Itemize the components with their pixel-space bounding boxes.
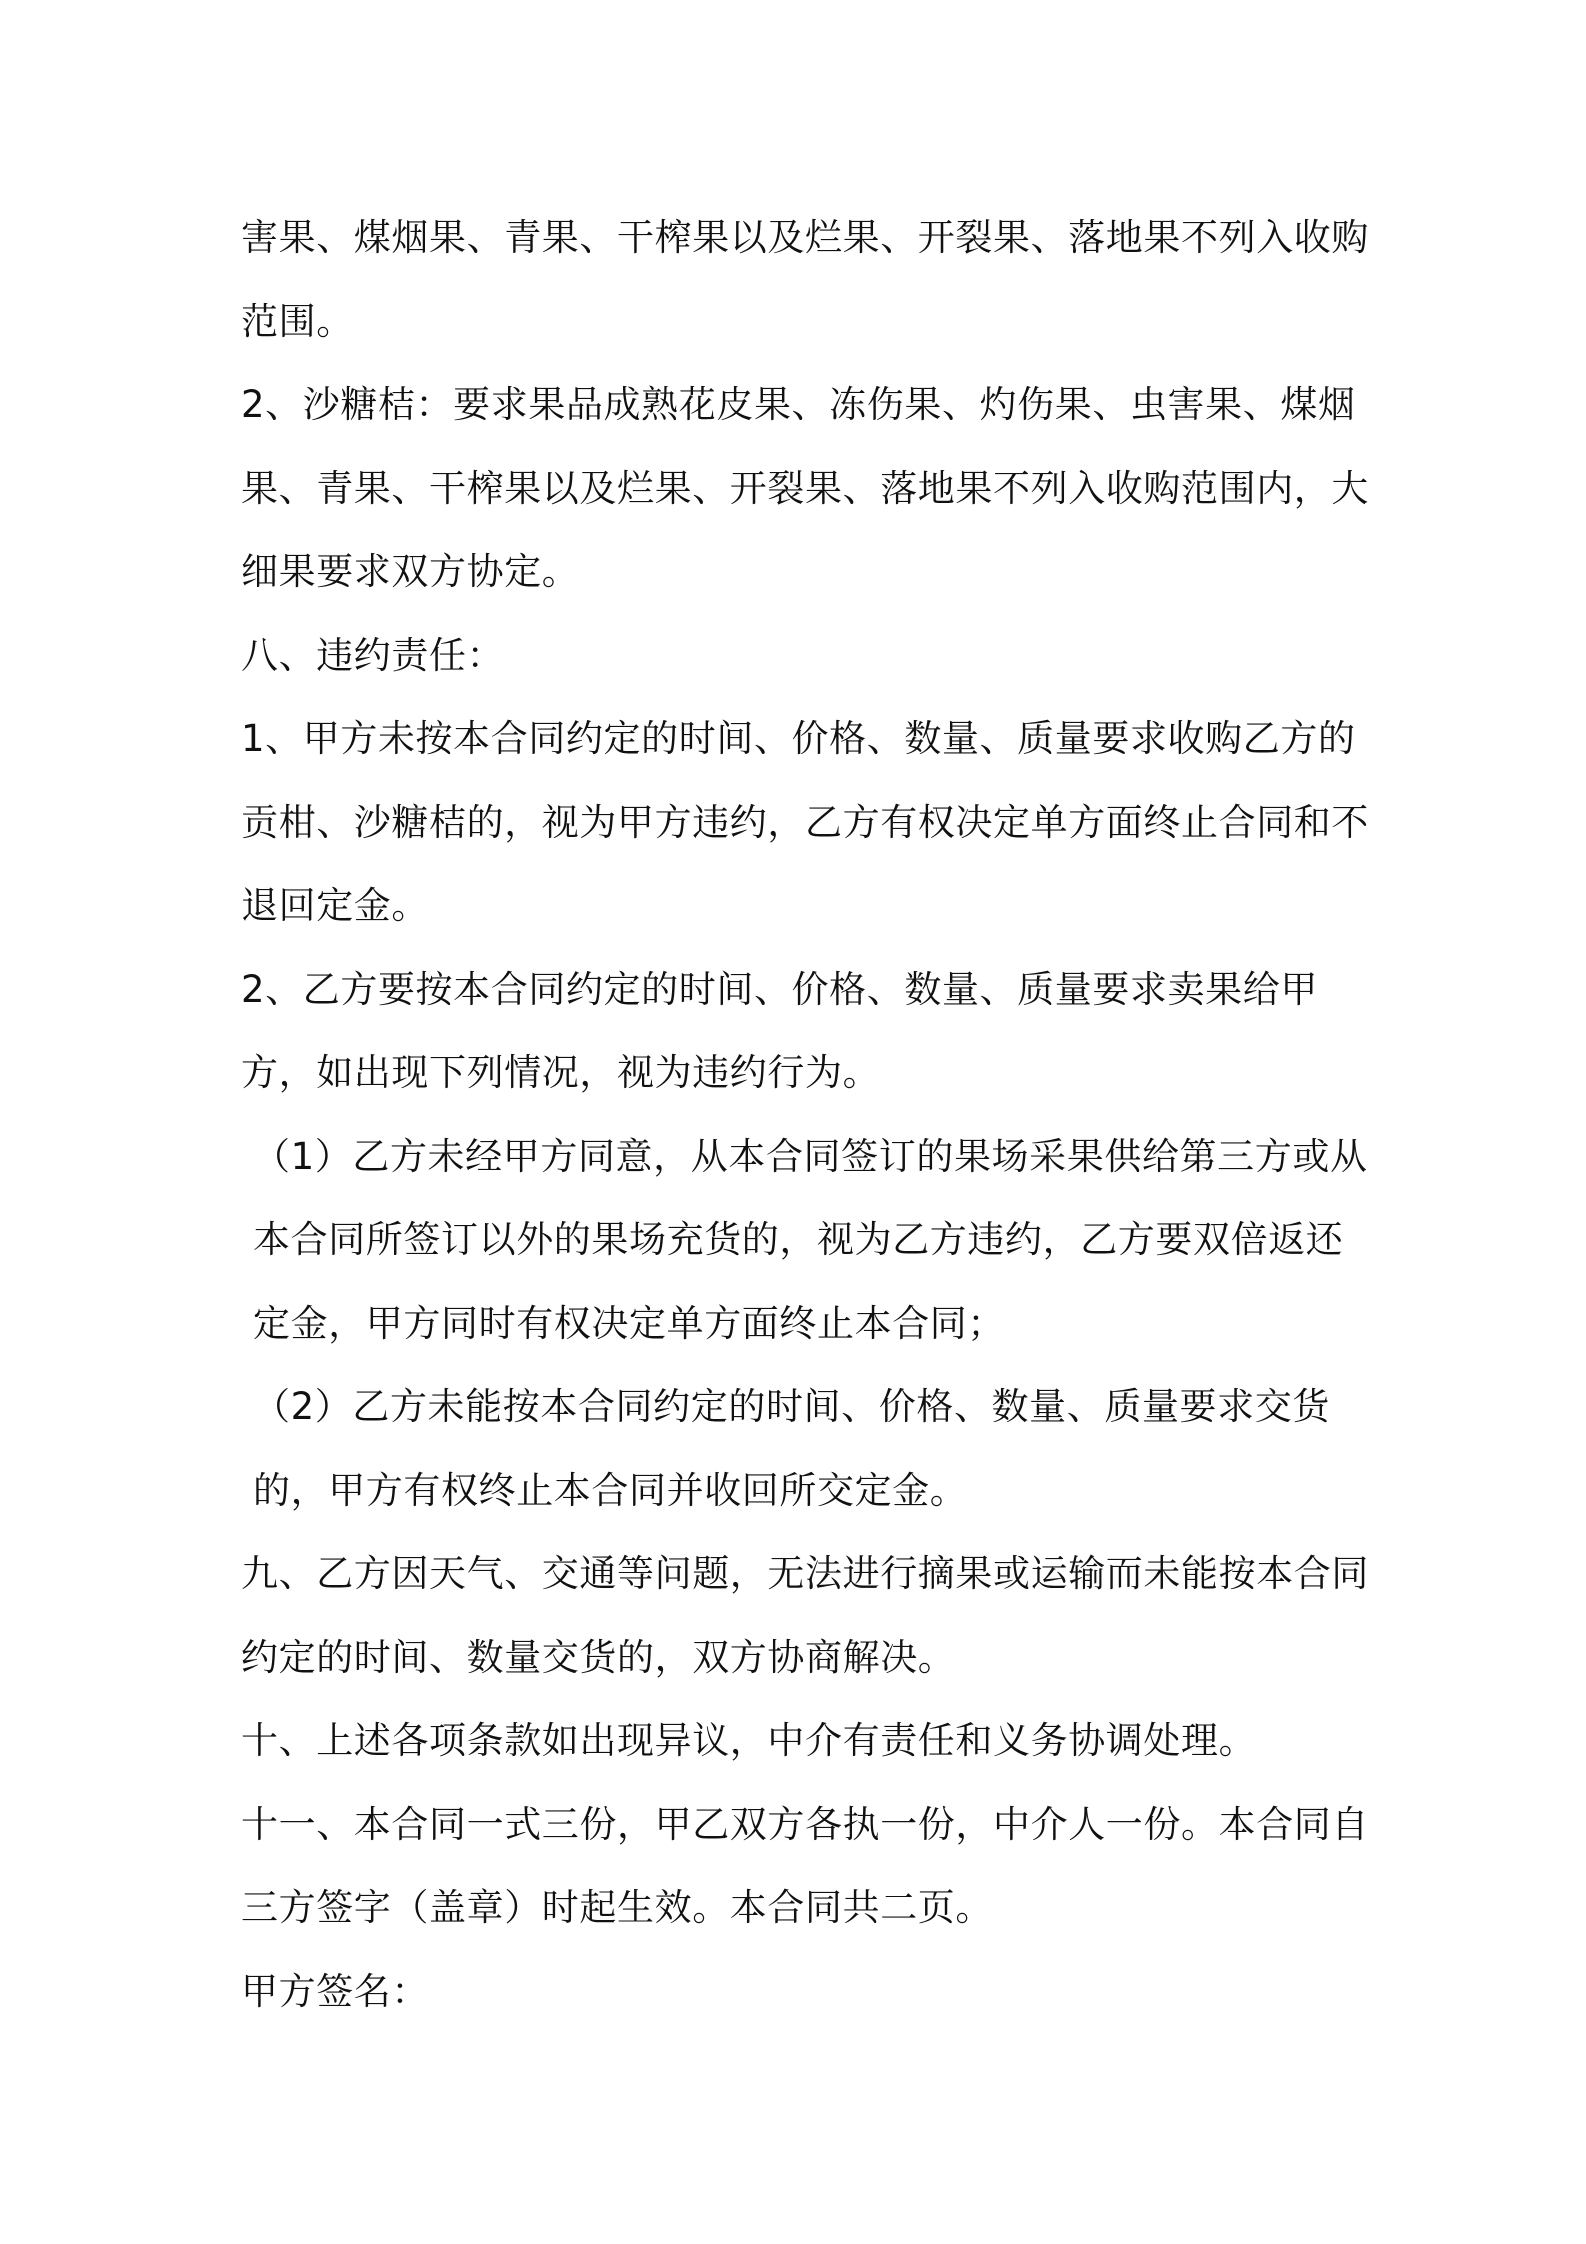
clause-party-b-obligations: 2、乙方要按本合同约定的时间、价格、数量、质量要求卖果给甲方，如出现下列情况，视为违约行为。: [241, 967, 1318, 1094]
clause-force-majeure: 九、乙方因天气、交通等问题，无法进行摘果或运输而未能按本合同约定的时间、数量交货的，双方协商解决。: [241, 1552, 1369, 1679]
clause-fruit-grade-continuation: 害果、煤烟果、青果、干榨果以及烂果、开裂果、落地果不列入收购范围。: [241, 216, 1369, 343]
clause-party-b-breach-1: （1）乙方未经甲方同意，从本合同签订的果场采果供给第三方或从本合同所签订以外的果场充货的，视为乙方违约，乙方要双倍返还定金，甲方同时有权决定单方面终止本合同；: [253, 1134, 1368, 1345]
clause-dispute-mediation: 十、上述各项条款如出现异议，中介有责任和义务协调处理。: [241, 1719, 1257, 1762]
party-a-signature-label: 甲方签名：: [241, 1969, 429, 2013]
contract-body: [241, 196, 1371, 2033]
clause-shatangju-requirements: 2、沙糖桔：要求果品成熟花皮果、冻伤果、灼伤果、虫害果、煤烟果、青果、干榨果以及烂果、开裂果、落地果不列入收购范围内，大细果要求双方协定。: [241, 383, 1369, 593]
clause-copies-effectiveness: 十一、本合同一式三份，甲乙双方各执一份，中介人一份。本合同自三方签字（盖章）时起生效。本合同共二页。: [241, 1802, 1369, 1929]
clause-party-b-breach-2: （2）乙方未能按本合同约定的时间、价格、数量、质量要求交货的，甲方有权终止本合同并收回所交定金。: [253, 1385, 1330, 1512]
clause-party-a-breach: 1、甲方未按本合同约定的时间、价格、数量、质量要求收购乙方的贡柑、沙糖桔的，视为甲方违约，乙方有权决定单方面终止合同和不退回定金。: [241, 717, 1369, 927]
section-heading-breach-liability: 八、违约责任：: [241, 633, 505, 677]
